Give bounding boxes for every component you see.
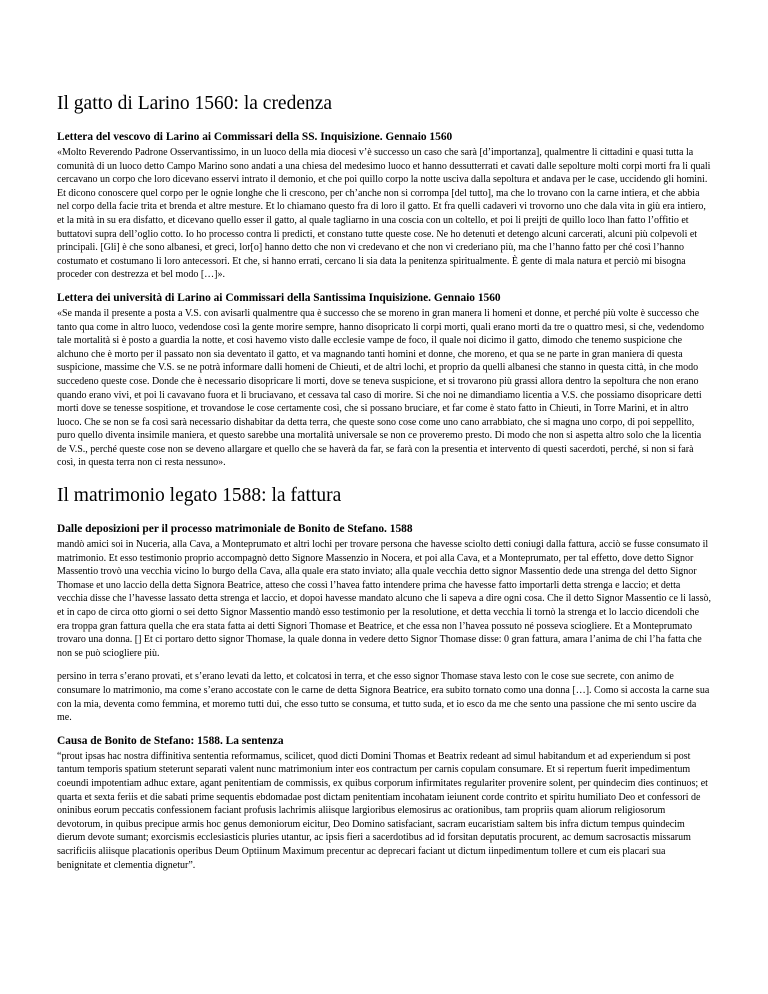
deposition-text-1: mandò amici soi in Nuceria, alla Cava, a Monteprumato et altri lochi per trovare persona che havesse sciolto detti coniugi dalla fattura, acciò se fusse consumato il matrimonio. Et esso testimonio proprio accompagnò detto Signore Massenzio in Nocera, et poi alla Cava, et a Monteprumato, per tal effetto, dove detto Signor Massentio trovò una vecchia vicino lo burgo della Cava, alla quale era stato inviato; alla quale vecchia detto signor Massentio dede una strenga del detto Signor Thomase et uno laccio della detta Signora Beatrice, atteso che cossì l’havea fatto intendere prima che havesse fatto importarli detta strenga e laccio; et detta vecchia disse che l’havesse lassato detta strenga et laccio, et dopoi havesse mandato alcuno che li sapeva a dire ogni cosa. Che il detto Signor Massentio ce li lassò, et in capo de circa otto giorni o sei detto Signor Massentio mandò esso testimonio per la resolutione, et detta vecchia li tornò la strenga et lo laccio dicendoli che era troppa gran fattura quella che era stata fatta ai detti Signori Thomase et Beatrice, et che essa non l’havea possuto né posseva sciogliere. Et a Monteprumato trovaro una donna. [] Et ci portaro detto signor Thomase, la quale donna in vedere detto Signor Thomase disse: 0 gran fattura, amara l’anima de chi l’ha fatta che non se può sciogliere più. [57,539,711,659]
sentence-heading: Causa de Bonito de Stefano: 1588. La sentenza [57,734,284,747]
deposition-text-2: persino in terra s’erano provati, et s’erano levati da letto, et colcatosi in terra, et che esso signor Thomase stava lesto con le cose sue secrete, con animo de consumare lo matrimonio, ma come s’erano accostate con le carne de detta Signora Beatrice, era subito tornato como una donna […]. Como si accosta la carne sua con la mia, deventa como femmina, et moremo tutti dui, che esso tutto se consuma, et tutto suda, et io esco da me che sento una passione che mi sento uscire da me. [57,671,710,724]
letter-text-universita: «Se manda il presente a posta a V.S. con avisarli qualmentre qua è successo che se moreno in gran manera li homeni et donne, et perché più volte è successo che tanto qua come in altro luoco, vedendose così la gente morire sempre, hanno disopricato li corpi morti, quali erano morti da tre o quattro mesi, si che, vedendomo tale mortalità si è posto a guardia la notte, et così havemo visto dalle ecclesie vampe de foco, il quale noi dicimo il gatto, dimodo che tenemo suspicione che alchuno che è morto per il passato non sia deventato il gatto, et va magnando tanti homini et donne, che moreno, et qua se ne parte in gran maniera di questa suspicione, massime che V.S. se ne potrà informare dalli homeni de Chieuti, et de altri lochi, et proprio da quelli albanesi che stanno in questa città, in che modo succedeno queste cose. Donde che è necessario disopricare li morti, dove se teneva suspicione, et si trovarono più grassi allora dentro la sepoltura che non erano quando erano vivi, et poi li cavavano fuora et li bruciavano, et cessava tal caso di morire. Si che noi ne dimandiamo licentia a V.S. che possiamo disopricare detti morti dove se tenesse sospitione, et trovandose le cose certamente così, che si possano bruciare, et far come è stato fatto in Chieuti, in Torre Marini, et in altro luoco. Che se non se fa così sarà necessario dishabitar da detta terra, che queste sono cose come uno cano arrabbiato, che si magna uno corpo, di poi seppellito, puro quello diventa insimile maniera, et questo sarebbe una mortalità universale se non ce proveremo presto. Di modo che non si aspetta altro solo che la licentia de V.S., perché queste cose non se deveno allargare et quello che se haverà da far, se farà con la presentia et intervento di questi sacerdoti, perché, si non si farà così, in questa terra non ci resta nessuno». [57,307,705,469]
letter-heading-vescovo: Lettera del vescovo di Larino ai Commissari della SS. Inquisizione. Gennaio 1560 [57,131,453,143]
letter-heading-universita: Lettera dei università di Larino ai Commissari della Santissima Inquisizione. Gennaio 1560 [57,291,501,304]
deposition-heading: Dalle deposizioni per il processo matrimoniale de Bonito de Stefano. 1588 [57,523,413,536]
section-title-matrimonio: Il matrimonio legato 1588: la fattura [57,485,342,507]
section-title-gatto: Il gatto di Larino 1560: la credenza [57,93,333,114]
sentence-text: “prout ipsas hac nostra diffinitiva sententia reformamus, scilicet, quod dicti Domini Thomas et Beatrix redeant ad simul habitandum et ad experiendum si post tantum temporis spatium steterunt separati valent nunc matrimonium inter eos contractum per carnis copulam consumare. Et si repertum fuerit impedimentum coeundi impotentiam adhuc extare, agant penitentiam de commissis, ex quibus corporum infirmitates regulariter provenire solent, per quindecim dies continuos; et quarta et sexta feriis et die sabati prime sequentis ebdomadae post dictam penitentiam incohatam ieiunent corde contrito et spiritu humiliato Deo et confessori de oninibus eorum peccatis confessionem faciant profusis lachrimis aliisque largioribus elemosirus ac orationibus, tam propriis quam aliorum religiosorum devotorum, in quibus precipue armis hoc genus demoniorum eicitur, Deo Domino satisfaciant, sacram eucaristiam saltem bis infra dictum tempus quindecim dierum devote sumant; exorcismis ecclesiasticis pluries utantur, ac ipsis fieri a sacerdotibus ad id forsitan deputatis procurent, ac demum sacrosactis missarum sacrificiis aliisque placationis operibus Deum Optiinum Maximum precentur ac deprecari faciant ut dictum iinpedimentum tollere et cum eis placari sua benignitate et clementia dignetur”. [57,750,708,871]
letter-text-vescovo: «Molto Reverendo Padrone Osservantissimo, in un luoco della mia diocesi v’è successo un caso che sarà [d’importanza], qualmentre li cittadini e quasi tutta la comunità di un luoco detto Campo Marino sono andati a una chiesa del medesimo luoco et hanno dessutterrati et cavati dalle sepolture molti corpi morti fra li quali cercavano un corpo che loro dicevano esservi intrato il demonio, et che poi quillo corpo la notte usciva dalla sepoltura et andava per le case, uccidendo gli homini. Et dicono conoscere quel corpo per le ognie longhe che li crescono, per ch’anche non si corrompa [del tutto], ma che lo trovano con la carne intiera, et che abbia nel corpo della facie trita et brenda et altre mesture. Et lo chiamano questo fra di loro il gatto. Et fra quelli cadaveri vi trovorno uno che dala vita in giù era intiero, et la mità in su era disfatto, et dicevano quello esser il gatto, al quale tagliarno in una coscia con un coltello, et poi li preijti de quillo loco lhan fatto l’offitio et buttatovi supra dell’oglio cotto. Io ho processo contra li predicti, et constano tutte queste cose. Ne ho detenuti et detengo alcuni carcerati, alcuni più colpevoli et principali. [Gli] è che sono albanesi, et greci, lor[o] hanno detto che non vi credevano et che non vi crederiano più, ma che l’hanno fatto per ché così l’hanno costumato et costumano li loro antecessori. Et che, si hanno errati, cercano li sia data la penitenza spiritualmente. È gente di mala natura et perciò mi bisogna proceder con destrezza et bel modo […]». [57,147,711,281]
